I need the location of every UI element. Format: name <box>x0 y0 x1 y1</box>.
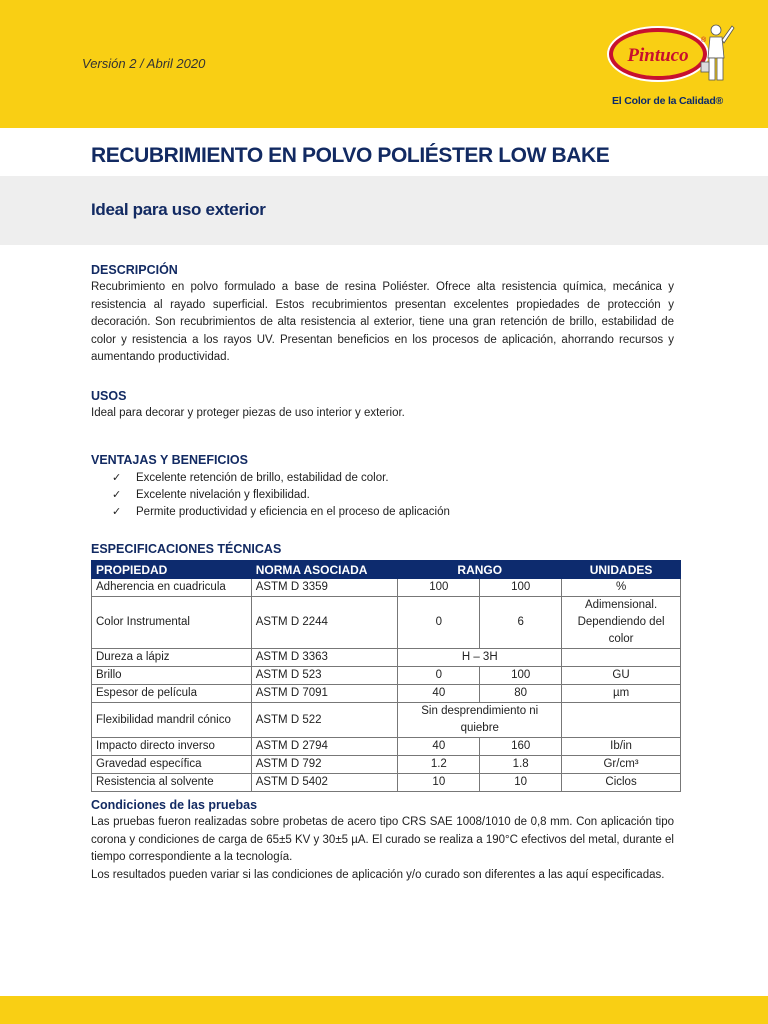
header-band <box>0 0 768 128</box>
footer-band <box>0 996 768 1024</box>
table-row: Flexibilidad mandril cónico ASTM D 522 Sin desprendimiento ni quiebre <box>92 703 681 738</box>
check-icon: ✓ <box>112 472 122 484</box>
table-row: Color Instrumental ASTM D 2244 0 6 Adimensional. Dependiendo del color <box>92 597 681 649</box>
table-row: Impacto directo inverso ASTM D 2794 40 160 Ib/in <box>92 738 681 756</box>
table-row: Gravedad específica ASTM D 792 1.2 1.8 Gr/cm³ <box>92 756 681 774</box>
specs-table <box>91 560 681 792</box>
table-row: Espesor de película ASTM D 7091 40 80 µm <box>92 685 681 703</box>
logo-registered-mark: ® <box>701 37 707 44</box>
column-header: PROPIEDAD <box>92 561 252 579</box>
check-icon: ✓ <box>112 489 122 501</box>
table-row: Adherencia en cuadricula ASTM D 3359 100 100 % <box>92 579 681 597</box>
ventajas-heading: VENTAJAS Y BENEFICIOS <box>91 453 248 467</box>
logo-text: Pintuco <box>627 45 689 66</box>
column-header: UNIDADES <box>562 561 681 579</box>
list-item: ✓ Permite productividad y eficiencia en el proceso de aplicación <box>112 504 450 521</box>
table-row: Resistencia al solvente ASTM D 5402 10 10 Ciclos <box>92 774 681 792</box>
table-row: Dureza a lápiz ASTM D 3363 H – 3H <box>92 649 681 667</box>
usos-text: Ideal para decorar y proteger piezas de uso interior y exterior. <box>91 407 405 419</box>
condiciones-heading: Condiciones de las pruebas <box>91 798 258 812</box>
table-row: Brillo ASTM D 523 0 100 GU <box>92 667 681 685</box>
table-header-row <box>92 561 681 579</box>
product-title: RECUBRIMIENTO EN POLVO POLIÉSTER LOW BAKE <box>91 144 610 167</box>
ventajas-list <box>112 470 450 521</box>
condiciones-text-2: Los resultados pueden variar si las condiciones de aplicación y/o curado son diferentes a las aquí especificadas. <box>91 869 665 881</box>
descripcion-text: Recubrimiento en polvo formulado a base de resina Poliéster. Ofrece alta resistencia química, mecánica y resistencia al rayado superficial. Estos recubrimientos presentan excelentes propiedades de protección y decoración. Son recubrimientos de alta resistencia al exterior, tiene una gran retención de brillo, estabilidad de color y resistencia a los rayos UV. Presentan beneficios en los procesos de aplicación, ahorrando recursos y aumentando productividad. <box>91 281 674 364</box>
brand-tagline: El Color de la Calidad® <box>612 95 724 107</box>
condiciones-text-1: Las pruebas fueron realizadas sobre probetas de acero tipo CRS SAE 1008/1010 de 0,8 mm. Con aplicación tipo corona y condiciones de carga de 65±5 KV y 30±5 µA. El curado se realiza a 190°C efectivos del metal, durante el tiempo correspondiente a la tecnología. <box>91 816 674 864</box>
version-label: Versión 2 / Abril 2020 <box>82 56 206 71</box>
column-header: RANGO <box>398 561 562 579</box>
list-item: ✓ Excelente retención de brillo, estabilidad de color. <box>112 470 450 487</box>
list-item: ✓ Excelente nivelación y flexibilidad. <box>112 487 450 504</box>
column-header: NORMA ASOCIADA <box>251 561 398 579</box>
check-icon: ✓ <box>112 506 122 518</box>
especificaciones-heading: ESPECIFICACIONES TÉCNICAS <box>91 542 282 556</box>
pintuco-logo <box>606 20 736 84</box>
product-subtitle: Ideal para uso exterior <box>91 200 266 219</box>
usos-heading: USOS <box>91 389 127 403</box>
descripcion-heading: DESCRIPCIÓN <box>91 263 178 277</box>
